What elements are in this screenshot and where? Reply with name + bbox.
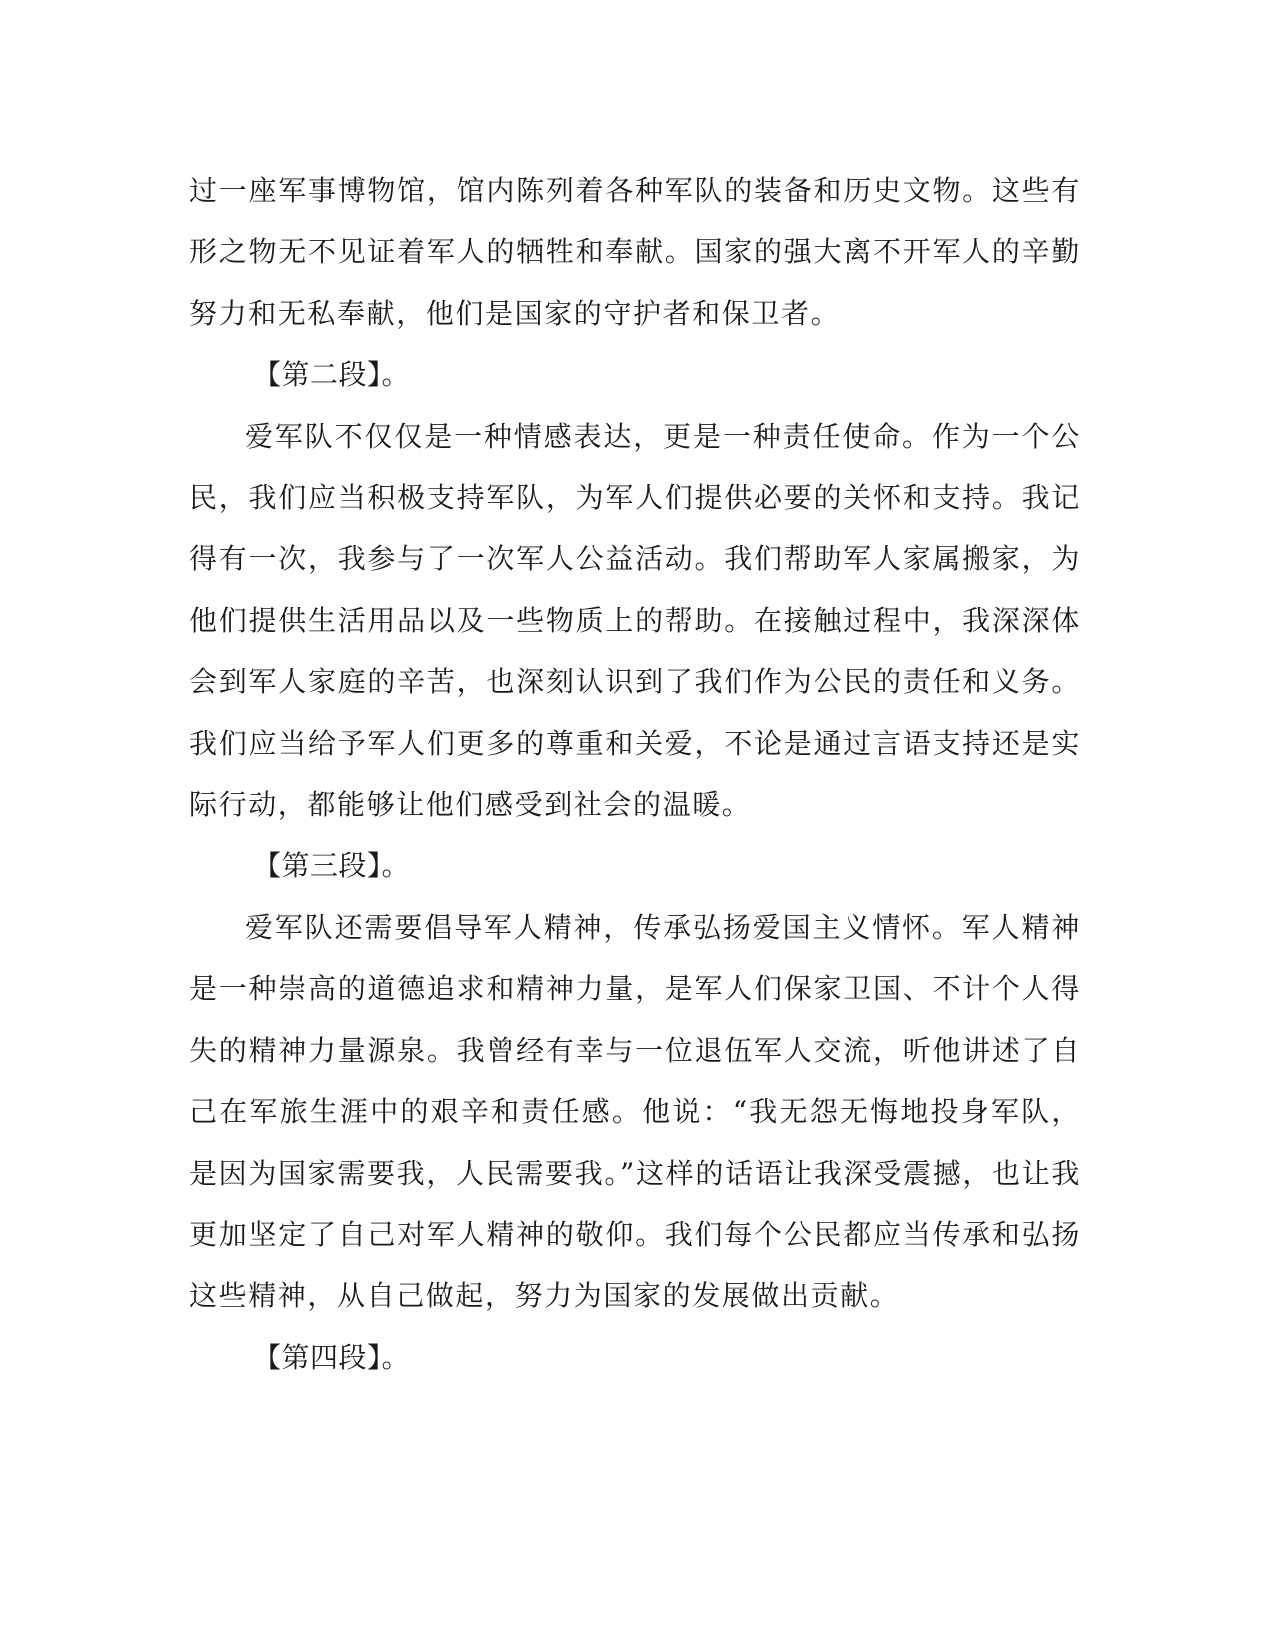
document-body: [189, 160, 1081, 1388]
section-heading-2: 【第二段】。: [253, 358, 411, 392]
paragraph-2: 爱军队不仅仅是一种情感表达，更是一种责任使命。作为一个公民，我们应当积极支持军队，为军人们提供必要的关怀和支持。我记得有一次，我参与了一次军人公益活动。我们帮助军人家属搬家，为他们提供生活用品以及一些物质上的帮助。在接触过程中，我深深体会到军人家庭的辛苦，也深刻认识到了我们作为公民的责任和义务。我们应当给予军人们更多的尊重和关爱，不论是通过言语支持还是实际行动，都能够让他们感受到社会的温暖。: [189, 419, 1081, 822]
section-heading-3: 【第三段】。: [253, 849, 411, 883]
paragraph-1: 过一座军事博物馆，馆内陈列着各种军队的装备和历史文物。这些有形之物无不见证着军人的牺牲和奉献。国家的强大离不开军人的辛勤努力和无私奉献，他们是国家的守护者和保卫者。: [189, 174, 1081, 330]
paragraph-3: 爱军队还需要倡导军人精神，传承弘扬爱国主义情怀。军人精神是一种崇高的道德追求和精神力量，是军人们保家卫国、不计个人得失的精神力量源泉。我曾经有幸与一位退伍军人交流，听他讲述了自己在军旅生涯中的艰辛和责任感。他说：“我无怨无悔地投身军队，是因为国家需要我，人民需要我。”这样的话语让我深受震撼，也让我更加坚定了自己对军人精神的敬仰。我们每个公民都应当传承和弘扬这些精神，从自己做起，努力为国家的发展做出贡献。: [189, 910, 1081, 1313]
section-heading-4: 【第四段】。: [253, 1340, 411, 1374]
